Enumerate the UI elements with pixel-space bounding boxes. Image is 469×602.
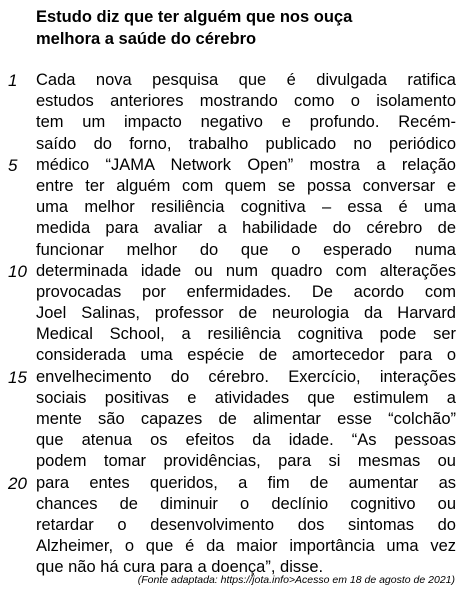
line-text: determinada idade ou num quadro com alterações	[36, 261, 456, 280]
line-text: que atenua os efeitos da idade. “As pessoas	[36, 431, 456, 450]
line-text: saído do forno, trabalho publicado no periódico	[36, 134, 456, 153]
text-line	[36, 134, 456, 155]
line-number: 10	[8, 261, 27, 281]
text-line	[8, 473, 456, 494]
line-text: Medical School, a resiliência cognitiva pode ser	[36, 325, 456, 344]
line-text: médico “JAMA Network Open” mostra a relação	[36, 155, 456, 174]
text-line	[36, 430, 456, 451]
text-line	[36, 451, 456, 472]
text-line	[36, 197, 456, 218]
text-line	[36, 388, 456, 409]
text-line	[36, 218, 456, 239]
text-line	[36, 303, 456, 324]
text-line	[36, 112, 456, 133]
line-text: envelhecimento do cérebro. Exercício, interações	[36, 367, 456, 386]
text-line	[36, 536, 456, 557]
title-line-2: melhora a saúde do cérebro	[36, 30, 257, 48]
line-text: estudos anteriores mostrando como o isolamento	[36, 92, 456, 111]
title-line-1: Estudo diz que ter alguém que nos ouça	[36, 8, 353, 26]
line-text: mente são capazes de alimentar esse “colchão”	[36, 410, 456, 428]
line-text: podem tomar providências, para si mesmas ou	[36, 452, 456, 471]
line-number: 1	[8, 71, 18, 90]
text-line	[8, 367, 456, 388]
line-text: que não há cura para a doença”, disse.	[36, 558, 324, 577]
text-line	[36, 91, 456, 112]
line-text: chances de diminuir o declínio cognitivo ou	[36, 494, 456, 513]
article-title	[36, 6, 456, 50]
text-line	[36, 176, 456, 197]
line-text: Cada nova pesquisa que é divulgada ratifica	[36, 71, 456, 89]
line-text: provocadas por enfermidades. De acordo com	[36, 282, 456, 301]
text-line	[36, 409, 456, 430]
line-text: entre ter alguém com quem se possa conversar e	[36, 176, 456, 195]
line-text: tem um impacto negativo e profundo. Recém-	[36, 113, 456, 132]
line-number: 20	[8, 473, 27, 493]
text-line	[36, 345, 456, 366]
line-text: uma melhor resiliência cognitiva – essa é uma	[36, 198, 456, 217]
text-line	[8, 261, 456, 282]
line-number: 5	[8, 155, 18, 175]
text-line	[36, 324, 456, 345]
text-line	[36, 494, 456, 515]
line-text: Joel Salinas, professor de neurologia da Harvard	[36, 304, 456, 323]
line-text: para entes queridos, a fim de aumentar as	[36, 473, 456, 492]
source-citation: (Fonte adaptada: https://jota.info>Acesso em 18 de agosto de 2021)	[137, 574, 455, 586]
line-number: 15	[8, 367, 27, 387]
line-text: funcionar melhor do que o esperado numa	[36, 240, 456, 259]
text-line	[8, 70, 456, 91]
line-text: Alzheimer, o que é da maior importância uma vez	[36, 537, 456, 556]
line-text: considerada uma espécie de amortecedor para o	[36, 346, 456, 365]
line-text: sociais positivas e atividades que estimulem a	[36, 388, 456, 407]
line-text: retardar o desenvolvimento dos sintomas do	[36, 515, 456, 534]
line-text: medida para avaliar a habilidade do cérebro de	[36, 219, 456, 238]
text-line	[36, 240, 456, 261]
text-line	[36, 282, 456, 303]
article-body	[8, 70, 456, 579]
text-line	[36, 515, 456, 536]
text-line	[8, 155, 456, 176]
